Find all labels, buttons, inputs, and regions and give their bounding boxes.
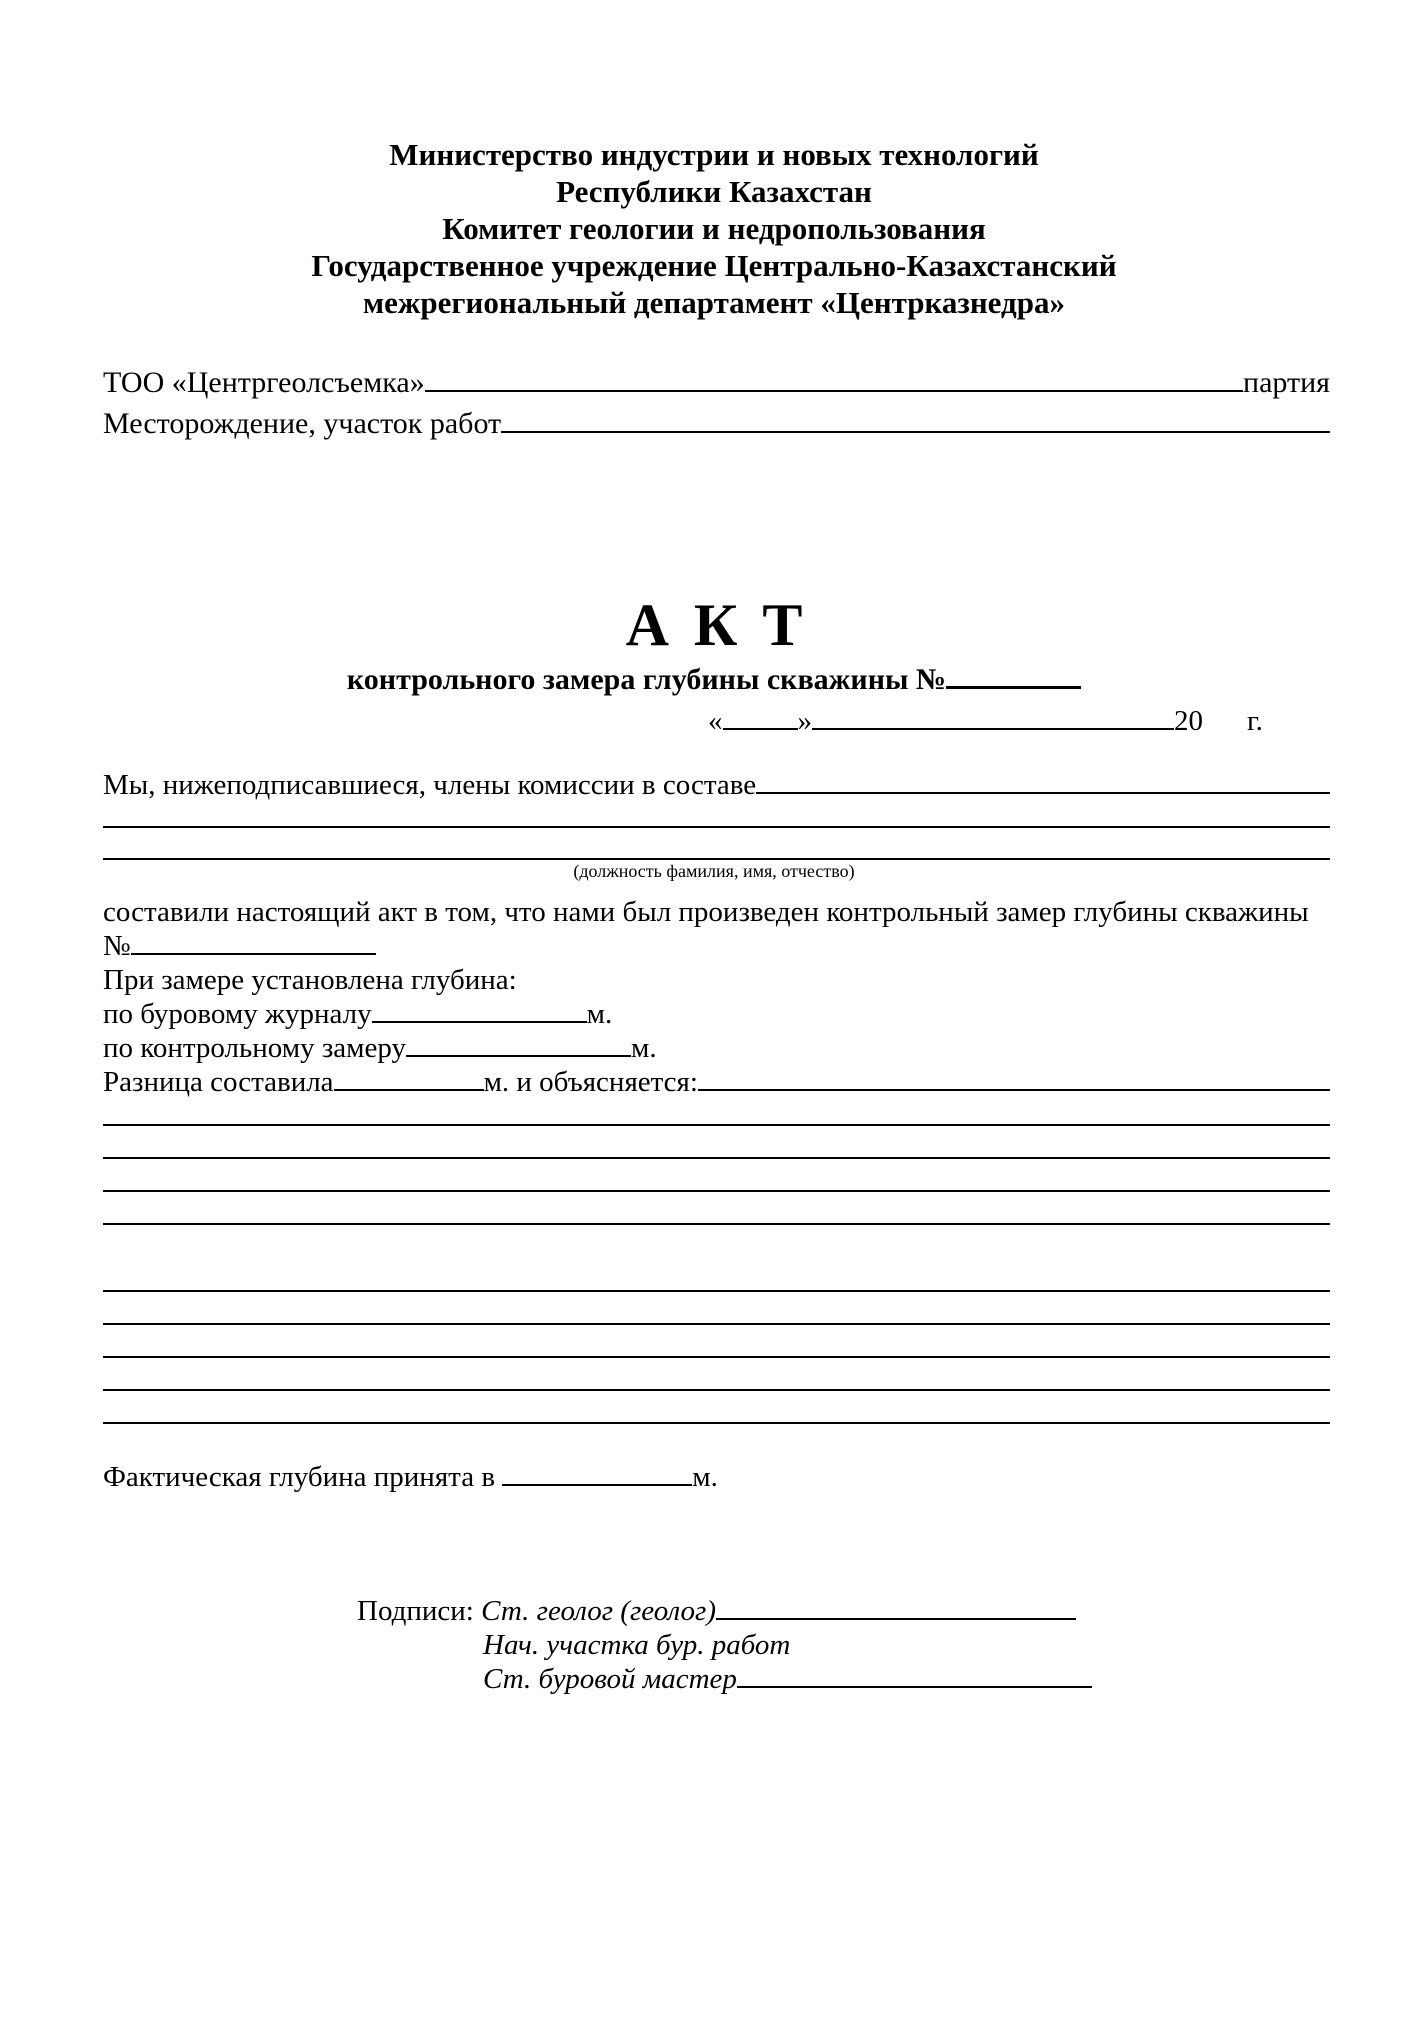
journal-line bbox=[103, 997, 1330, 1031]
difference-label: Разница составила bbox=[103, 1066, 334, 1098]
signatures-section bbox=[357, 1594, 1157, 1696]
explanation-ruled-line bbox=[103, 1157, 1330, 1159]
org-section bbox=[103, 366, 1330, 448]
date-line bbox=[708, 706, 1263, 736]
date-month-blank bbox=[812, 728, 1174, 730]
signature-role: Ст. геолог (геолог) bbox=[481, 1595, 717, 1627]
control-unit: м. bbox=[631, 1032, 657, 1064]
letterhead-line: Государственное учреждение Центрально-Казахстанский bbox=[311, 248, 1117, 283]
letterhead-line: Министерство индустрии и новых технологий bbox=[389, 137, 1039, 172]
explanation-ruled-line bbox=[103, 1290, 1330, 1292]
body-section bbox=[103, 895, 1330, 1099]
commission-blank-field bbox=[756, 792, 1330, 794]
site-label: Месторождение, участок работ bbox=[103, 407, 502, 440]
statement-line: составили настоящий акт в том, что нами был произведен контрольный замер глубины скважины bbox=[103, 896, 1309, 928]
act-title: А К Т bbox=[625, 592, 803, 658]
site-line bbox=[103, 407, 1330, 448]
signature-role: Нач. участка бур. работ bbox=[483, 1629, 791, 1661]
commission-line bbox=[103, 770, 1330, 800]
commission-intro: Мы, нижеподписавшиеся, члены комиссии в составе bbox=[103, 769, 757, 801]
commission-caption: (должность фамилия, имя, отчество) bbox=[573, 861, 855, 881]
actual-depth-blank bbox=[502, 1484, 692, 1486]
date-day-blank bbox=[723, 728, 798, 730]
explanation-ruled-line bbox=[103, 1190, 1330, 1192]
well-number-blank bbox=[946, 686, 1081, 689]
difference-line bbox=[103, 1065, 1330, 1099]
control-depth-blank bbox=[406, 1055, 631, 1057]
company-line bbox=[103, 366, 1330, 407]
journal-label: по буровому журналу bbox=[103, 998, 372, 1030]
measured-intro-line: При замере установлена глубина: bbox=[103, 964, 517, 996]
journal-depth-blank bbox=[372, 1021, 587, 1023]
explanation-ruled-line bbox=[103, 1356, 1330, 1358]
company-name: ТОО «Центргеолсъемка» bbox=[103, 366, 425, 399]
explanation-ruled-line bbox=[103, 1323, 1330, 1325]
actual-depth-line bbox=[103, 1460, 1330, 1494]
letterhead bbox=[0, 136, 1428, 321]
well-no-label: № bbox=[103, 930, 131, 962]
signature-blank bbox=[737, 1686, 1092, 1688]
explanation-ruled-line bbox=[103, 1124, 1330, 1126]
actual-depth-unit: м. bbox=[692, 1461, 718, 1493]
control-label: по контрольному замеру bbox=[103, 1032, 406, 1064]
date-year-suffix: г. bbox=[1247, 705, 1263, 737]
journal-unit: м. bbox=[586, 998, 613, 1030]
letterhead-line: межрегиональный департамент «Центрказнедра» bbox=[363, 285, 1065, 320]
company-blank-field bbox=[425, 390, 1243, 392]
act-subtitle: контрольного замера глубины скважины № bbox=[346, 663, 947, 696]
act-subtitle-line bbox=[0, 663, 1428, 697]
signature-row bbox=[357, 1662, 1157, 1696]
commission-ruled-line bbox=[103, 858, 1330, 860]
control-line bbox=[103, 1031, 1330, 1065]
site-blank-field bbox=[501, 431, 1330, 433]
difference-blank bbox=[334, 1089, 484, 1091]
date-century: 20 bbox=[1174, 705, 1203, 737]
signature-blank bbox=[716, 1618, 1076, 1620]
explanation-ruled-line bbox=[103, 1389, 1330, 1391]
signature-role: Ст. буровой мастер bbox=[483, 1663, 737, 1695]
well-no-blank bbox=[131, 953, 376, 955]
explanation-ruled-line bbox=[103, 1223, 1330, 1225]
well-no-line bbox=[103, 929, 1330, 963]
actual-depth-label: Фактическая глубина принята в bbox=[103, 1461, 503, 1493]
signature-row bbox=[357, 1628, 1157, 1662]
explanation-ruled-line bbox=[103, 1422, 1330, 1424]
date-quote-close: » bbox=[797, 705, 812, 737]
signatures-label: Подписи: bbox=[357, 1595, 474, 1627]
letterhead-line: Комитет геологии и недропользования bbox=[442, 211, 986, 246]
signature-row bbox=[357, 1594, 1157, 1628]
party-label: партия bbox=[1243, 366, 1330, 399]
commission-ruled-line bbox=[103, 826, 1330, 828]
explanation-blank bbox=[698, 1089, 1330, 1091]
difference-mid: м. и объясняется: bbox=[483, 1066, 698, 1098]
letterhead-line: Республики Казахстан bbox=[556, 174, 872, 209]
date-quote-open: « bbox=[708, 705, 723, 737]
